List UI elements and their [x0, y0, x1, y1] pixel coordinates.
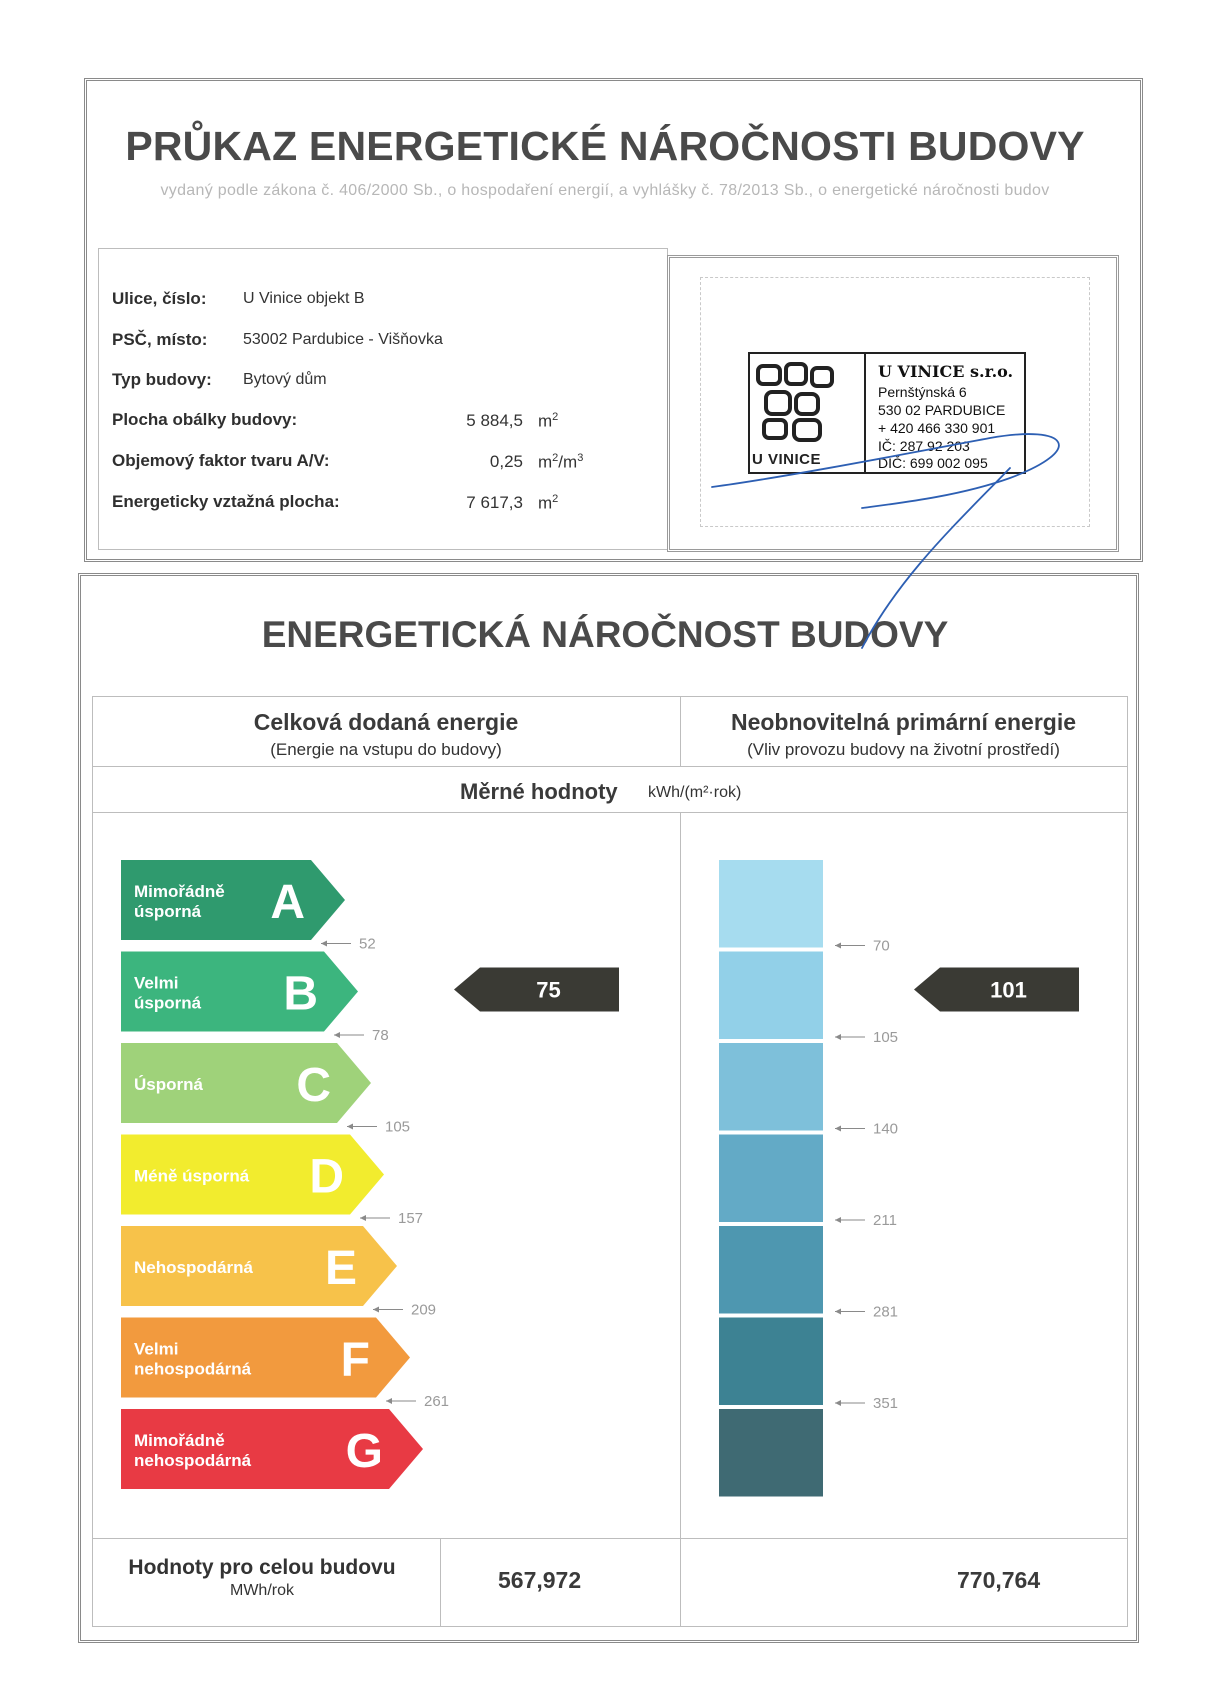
class-letter-f: F: [340, 1333, 370, 1387]
class-label-b-1: úsporná: [134, 993, 202, 1013]
building-type-value: Bytový dům: [243, 371, 327, 388]
document-subtitle: vydaný podle zákona č. 406/2000 Sb., o hospodaření energií, a vyhlášky č. 78/2013 Sb., o energetické náročnosti budov: [160, 182, 1050, 199]
reference-area-label: Energeticky vztažná plocha:: [112, 492, 340, 511]
threshold-label-right-1: 105: [873, 1029, 899, 1046]
stamp-phone: + 420 466 330 901: [878, 420, 996, 436]
threshold-arrowhead-right-0: [835, 943, 841, 949]
class-letter-a: A: [270, 876, 305, 929]
threshold-arrowhead-left-0: [321, 941, 327, 947]
class-label-a-0: Mimořádně: [134, 882, 225, 901]
threshold-label-left-0: 52: [359, 935, 376, 953]
threshold-label-left-3: 157: [398, 1210, 424, 1227]
primary-class-bar-1: [719, 952, 823, 1040]
class-letter-e: E: [324, 1242, 357, 1295]
section-title: ENERGETICKÁ NÁROČNOST BUDOVY: [261, 614, 949, 655]
street-value: U Vinice objekt B: [243, 290, 365, 307]
class-label-c-0: Úsporná: [134, 1075, 203, 1094]
threshold-label-left-1: 78: [372, 1027, 389, 1044]
totals-unit: MWh/rok: [230, 1582, 294, 1599]
class-label-g-1: nehospodárná: [134, 1451, 252, 1470]
stamp-vat-id: DIČ: 699 002 095: [878, 455, 988, 471]
envelope-area-unit: $m^2$: [538, 411, 559, 431]
stamp-address-city: 530 02 PARDUBICE: [878, 402, 1006, 418]
primary-class-bar-2: [719, 1043, 823, 1131]
primary-energy-title: Neobnovitelná primární energie: [730, 709, 1077, 735]
primary-energy-subtitle: (Vliv provozu budovy na životní prostředí): [747, 740, 1060, 759]
document-title: PRŮKAZ ENERGETICKÉ NÁROČNOSTI BUDOVY: [125, 123, 1085, 169]
shape-factor-label: Objemový faktor tvaru A/V:: [112, 451, 330, 470]
threshold-arrowhead-right-1: [835, 1034, 841, 1040]
threshold-label-right-5: 351: [873, 1395, 899, 1412]
postal-label: PSČ, místo:: [112, 330, 208, 349]
primary-class-bar-0: [719, 860, 823, 948]
class-label-f-1: nehospodárná: [134, 1359, 252, 1379]
threshold-label-left-2: 105: [385, 1118, 411, 1136]
threshold-arrowhead-right-3: [835, 1217, 841, 1223]
shape-factor-value: 0,25: [489, 452, 523, 471]
reference-area-unit: $m^2$: [538, 493, 559, 513]
street-label: Ulice, číslo:: [112, 289, 207, 308]
totals-title: Hodnoty pro celou budovu: [128, 1556, 396, 1579]
class-label-g-0: Mimořádně: [134, 1431, 225, 1450]
threshold-arrowhead-left-5: [386, 1398, 392, 1404]
threshold-arrowhead-left-3: [360, 1215, 366, 1221]
threshold-arrowhead-left-2: [347, 1124, 353, 1130]
class-letter-g: G: [345, 1425, 383, 1478]
primary-class-bar-4: [719, 1226, 823, 1314]
reference-area-value: 7 617,3: [466, 493, 523, 512]
envelope-area-label: Plocha obálky budovy:: [112, 410, 298, 429]
threshold-label-right-3: 211: [873, 1212, 897, 1229]
class-label-f-0: Velmi: [134, 1339, 179, 1359]
class-label-e-0: Nehospodárná: [134, 1258, 254, 1277]
class-label-a-1: úsporná: [134, 902, 202, 921]
stamp-company-name: U VINICE s.r.o.: [878, 362, 1014, 381]
delivered-energy-subtitle: (Energie na vstupu do budovy): [270, 740, 502, 759]
delivered-energy-marker-value: 75: [536, 977, 561, 1003]
stamp-address-street: Pernštýnská 6: [878, 384, 967, 400]
class-letter-b: B: [283, 967, 318, 1021]
threshold-arrowhead-left-4: [373, 1307, 379, 1313]
primary-class-bar-6: [719, 1409, 823, 1497]
envelope-area-value: 5 884,5: [466, 411, 523, 430]
class-label-d-0: Méně úsporná: [134, 1166, 250, 1186]
specific-values-label: Měrné hodnoty: [460, 779, 618, 804]
specific-values-unit: kWh/(m²·rok): [648, 784, 742, 801]
threshold-label-right-2: 140: [873, 1120, 899, 1138]
shape-factor-unit: $m^2/m^3$: [538, 452, 584, 472]
threshold-arrowhead-right-5: [835, 1400, 841, 1406]
class-letter-d: D: [309, 1150, 344, 1204]
threshold-label-left-5: 261: [424, 1393, 450, 1410]
class-letter-c: C: [296, 1059, 331, 1112]
building-type-label: Typ budovy:: [112, 370, 212, 389]
postal-value: 53002 Pardubice - Višňovka: [243, 331, 443, 348]
total-primary-energy: 770,764: [957, 1567, 1041, 1593]
class-label-b-0: Velmi: [134, 973, 179, 993]
primary-class-bar-5: [719, 1318, 823, 1406]
stamp-logo-text: U VINICE: [752, 451, 822, 468]
threshold-label-left-4: 209: [411, 1301, 437, 1319]
primary-class-bar-3: [719, 1135, 823, 1223]
threshold-label-right-0: 70: [873, 937, 890, 955]
delivered-energy-title: Celková dodaná energie: [253, 709, 519, 735]
total-delivered-energy: 567,972: [498, 1567, 582, 1593]
totals-label: [92, 1556, 432, 1600]
primary-energy-marker-value: 101: [990, 977, 1027, 1003]
threshold-arrowhead-right-4: [835, 1309, 841, 1315]
stamp-company-id: IČ: 287 92 203: [878, 438, 970, 454]
threshold-arrowhead-right-2: [835, 1126, 841, 1132]
threshold-label-right-4: 281: [873, 1303, 899, 1321]
threshold-arrowhead-left-1: [334, 1032, 340, 1038]
